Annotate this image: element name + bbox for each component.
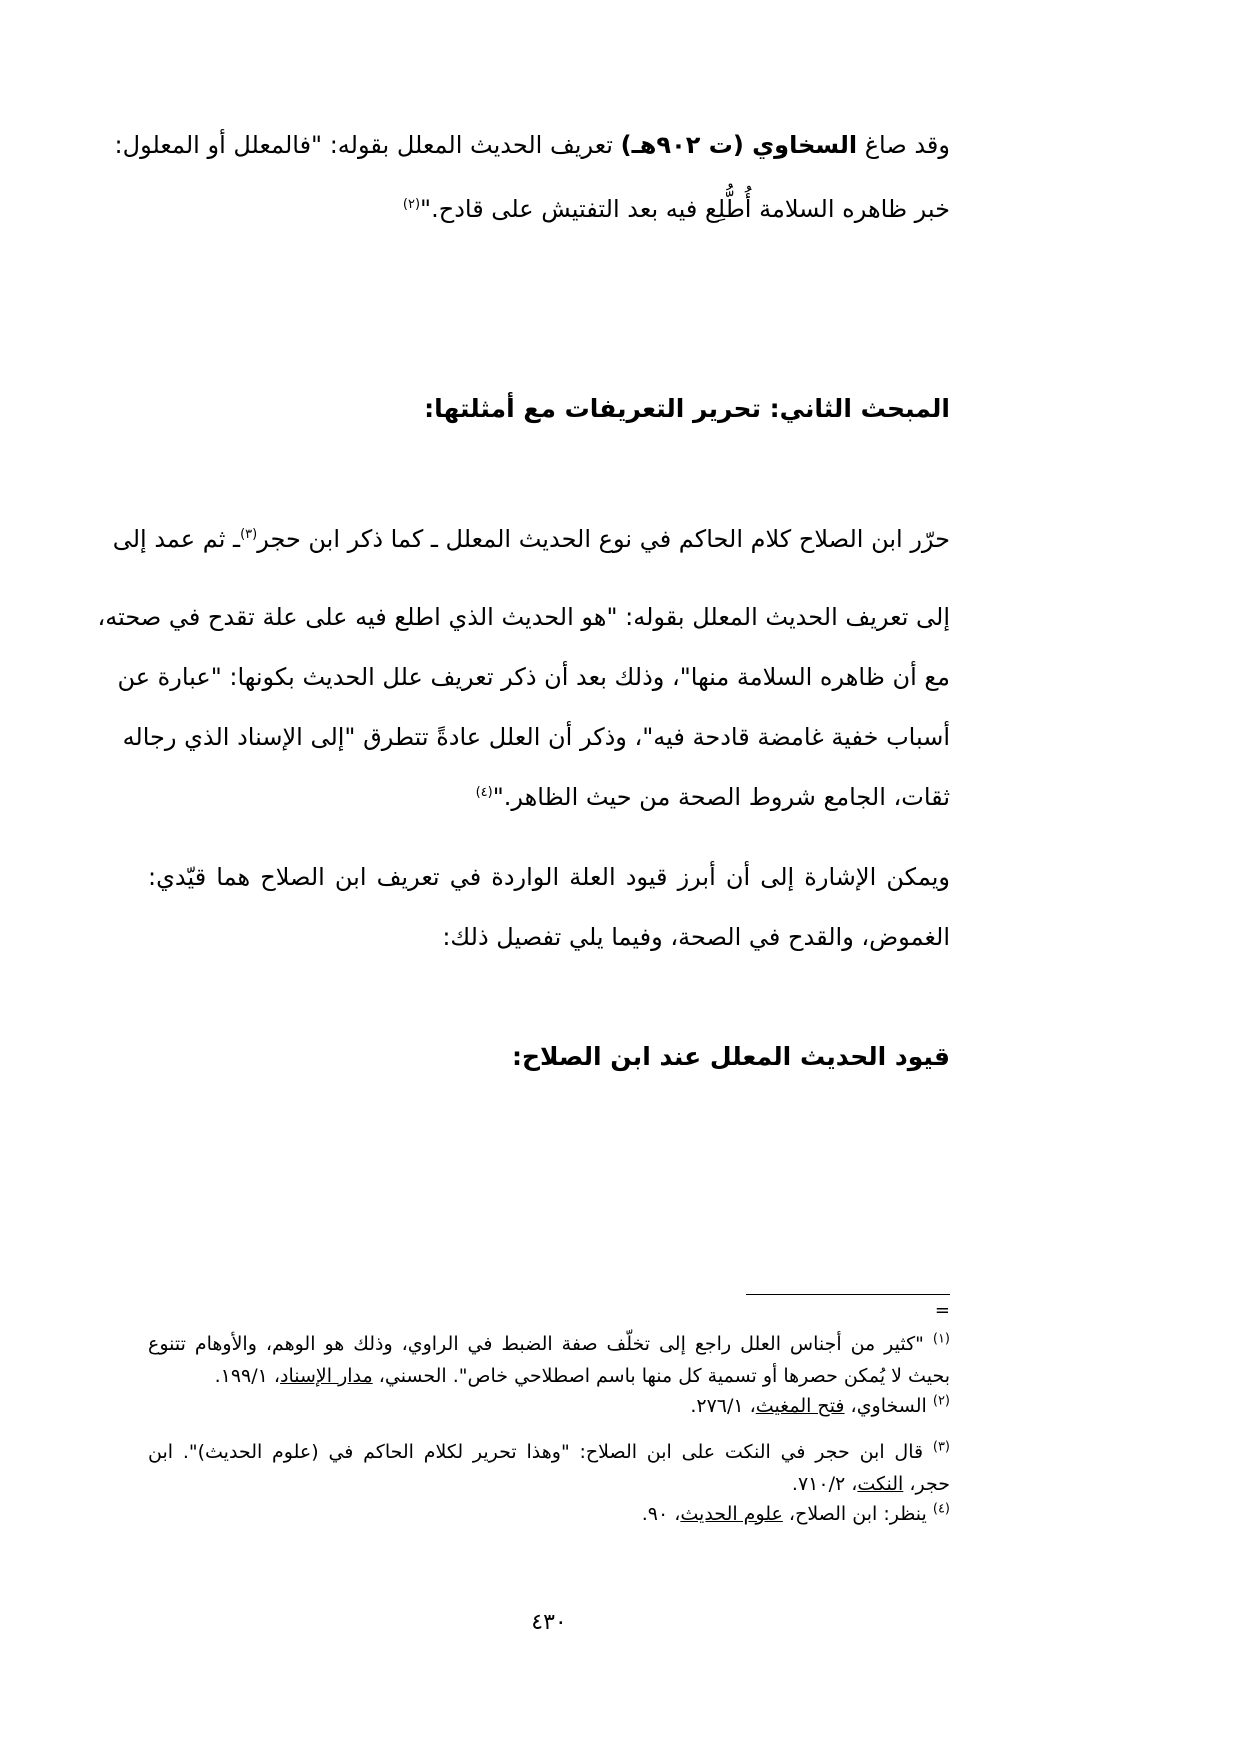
book-title: مدار الإسناد [280,1365,373,1387]
para3-line1: ويمكن الإشارة إلى أن أبرز قيود العلة الواردة في تعريف ابن الصلاح هما قيّدي: [148,863,950,891]
footnote-ref[interactable]: (٤) [475,785,493,800]
text-run: قال ابن حجر في النكت على ابن الصلاح: "وهذا تحرير لكلام الحاكم في (علوم الحديث)". ابن [148,1441,933,1463]
para2-line2: إلى تعريف الحديث المعلل بقوله: "هو الحديث الذي اطلع فيه على علة تقدح في صحته، [97,603,950,631]
para2-line1 [112,522,950,556]
text-run: ـ ثم عمد إلى [112,525,241,553]
para2-line3: مع أن ظاهره السلامة منها"، وذلك بعد أن ذكر تعريف علل الحديث بكونها: "عبارة عن [117,663,950,691]
footnote-number: (٤) [932,1501,950,1517]
footnote-3-line2 [148,1470,950,1498]
book-title: فتح المغيث [755,1395,845,1417]
text-run: حجر، [903,1473,950,1495]
text-run: ثقات، الجامع شروط الصحة من حيث الظاهر." [492,783,950,811]
text-run: السخاوي، [844,1395,933,1417]
text-run: ، ٩٠. [641,1503,681,1525]
document-page [97,0,950,1754]
book-title: علوم الحديث [680,1503,783,1525]
footnote-ref[interactable]: (٣) [240,527,258,542]
para1-line2 [148,192,950,226]
text-run: خبر ظاهره السلامة أُطُّلِع فيه بعد التفتيش على قادح." [420,195,950,223]
text-run: ، ٢٧٦/١. [690,1395,756,1417]
para2-line5 [148,780,950,814]
para1-line1 [114,128,950,162]
para2-line4: أسباب خفية غامضة قادحة فيه"، وذكر أن العلل عادةً تتطرق "إلى الإسناد الذي رجاله [122,723,950,751]
page-number: ٤٣٠ [531,1610,567,1635]
text-run: "كثير من أجناس العلل راجع إلى تخلّف صفة الضبط في الراوي، وذلك هو الوهم، والأوهام تتنوع [148,1333,933,1355]
footnote-separator [746,1294,950,1295]
footnote-number: (٣) [932,1439,950,1455]
subsection-heading: قيود الحديث المعلل عند ابن الصلاح: [512,1042,950,1071]
text-run: وقد صاغ [857,131,950,159]
footnote-4 [148,1500,950,1528]
footnote-ref[interactable]: (٢) [402,197,421,212]
continuation-mark: = [934,1300,950,1321]
text-run: ، ٧١٠/٢. [791,1473,858,1495]
text-run: تعريف الحديث المعلل بقوله: "فالمعلل أو المعلول: [114,131,621,159]
book-title: النكت [857,1473,904,1495]
text-run: ، ١٩٩/١. [214,1365,281,1387]
footnote-number: (٢) [932,1393,950,1409]
text-run: حرّر ابن الصلاح كلام الحاكم في نوع الحديث المعلل ـ كما ذكر ابن حجر [257,525,950,553]
text-run: ينظر: ابن الصلاح، [782,1503,933,1525]
section-heading: المبحث الثاني: تحرير التعريفات مع أمثلتها: [424,394,950,423]
footnote-1-line2 [148,1362,950,1390]
footnote-number: (١) [932,1331,950,1347]
para3-line2: الغموض، والقدح في الصحة، وفيما يلي تفصيل ذلك: [442,923,950,951]
bold-author-name: السخاوي (ت ٩٠٢هـ) [620,131,858,159]
footnote-3-line1 [148,1438,950,1466]
footnote-2 [148,1392,950,1420]
text-run: بحيث لا يُمكن حصرها أو تسمية كل منها باسم اصطلاحي خاص". الحسني، [372,1365,950,1387]
footnote-1-line1 [148,1330,950,1358]
